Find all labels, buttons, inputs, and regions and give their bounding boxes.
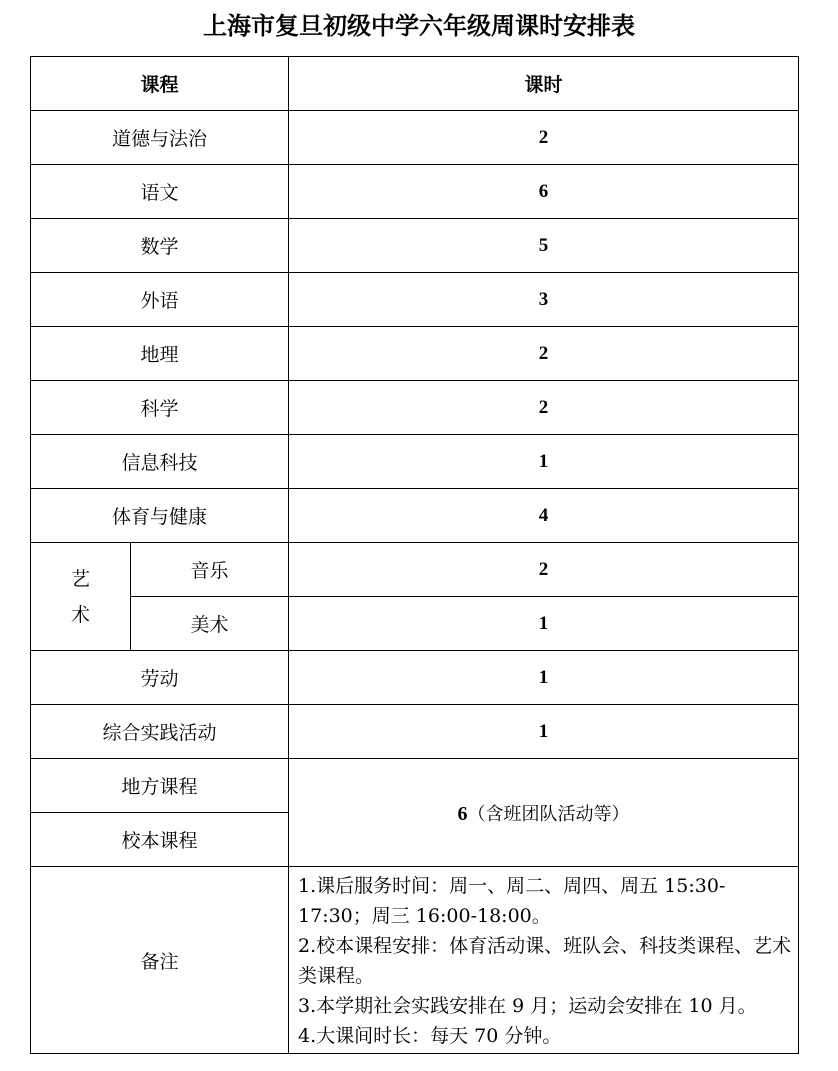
shared-hours-cell <box>289 759 799 867</box>
shared-hours-number: 6 <box>457 802 468 825</box>
table-header-row <box>31 57 799 111</box>
table-row <box>31 111 799 165</box>
notes-cell <box>289 867 799 1054</box>
schedule-table <box>30 56 799 1054</box>
table-row <box>31 273 799 327</box>
course-cell: 数学 <box>31 219 289 273</box>
course-cell: 音乐 <box>131 543 289 597</box>
hours-cell: 1 <box>289 705 799 759</box>
hours-cell: 2 <box>289 111 799 165</box>
hours-cell: 2 <box>289 543 799 597</box>
shared-hours-note: （含班团队活动等） <box>467 803 630 825</box>
course-cell: 校本课程 <box>31 813 289 867</box>
note-line: 2.校本课程安排：体育活动课、班队会、科技类课程、艺术类课程。 <box>298 935 792 987</box>
arts-group-cell <box>31 543 131 651</box>
table-row <box>31 435 799 489</box>
header-hours: 课时 <box>289 57 799 111</box>
hours-cell: 3 <box>289 273 799 327</box>
course-cell: 外语 <box>31 273 289 327</box>
hours-cell: 1 <box>289 651 799 705</box>
table-row <box>31 651 799 705</box>
header-course: 课程 <box>31 57 289 111</box>
hours-cell: 1 <box>289 597 799 651</box>
arts-label-2: 术 <box>70 603 90 626</box>
page-title: 上海市复旦初级中学六年级周课时安排表 <box>203 11 635 40</box>
hours-cell: 2 <box>289 381 799 435</box>
course-cell: 道德与法治 <box>31 111 289 165</box>
table-row <box>31 327 799 381</box>
table-row <box>31 219 799 273</box>
note-line: 3.本学期社会实践安排在 9 月；运动会安排在 10 月。 <box>298 995 757 1017</box>
course-cell: 美术 <box>131 597 289 651</box>
hours-cell: 6 <box>289 165 799 219</box>
hours-cell: 2 <box>289 327 799 381</box>
course-cell: 综合实践活动 <box>31 705 289 759</box>
table-row <box>31 489 799 543</box>
hours-cell: 4 <box>289 489 799 543</box>
course-cell: 劳动 <box>31 651 289 705</box>
course-cell: 体育与健康 <box>31 489 289 543</box>
notes-row <box>31 867 799 1054</box>
course-cell: 信息科技 <box>31 435 289 489</box>
table-row <box>31 381 799 435</box>
course-cell: 地方课程 <box>31 759 289 813</box>
note-line: 4.大课间时长：每天 70 分钟。 <box>298 1025 562 1047</box>
course-cell: 语文 <box>31 165 289 219</box>
table-row <box>31 543 799 597</box>
hours-cell: 1 <box>289 435 799 489</box>
hours-cell: 5 <box>289 219 799 273</box>
arts-label-1: 艺 <box>70 567 90 590</box>
table-row <box>31 597 799 651</box>
course-cell: 地理 <box>31 327 289 381</box>
course-cell: 科学 <box>31 381 289 435</box>
note-line: 1.课后服务时间：周一、周二、周四、周五 15:30-17:30；周三 16:00-18:00。 <box>298 875 726 927</box>
notes-label: 备注 <box>31 867 289 1054</box>
table-row <box>31 705 799 759</box>
table-row <box>31 165 799 219</box>
table-row <box>31 759 799 813</box>
